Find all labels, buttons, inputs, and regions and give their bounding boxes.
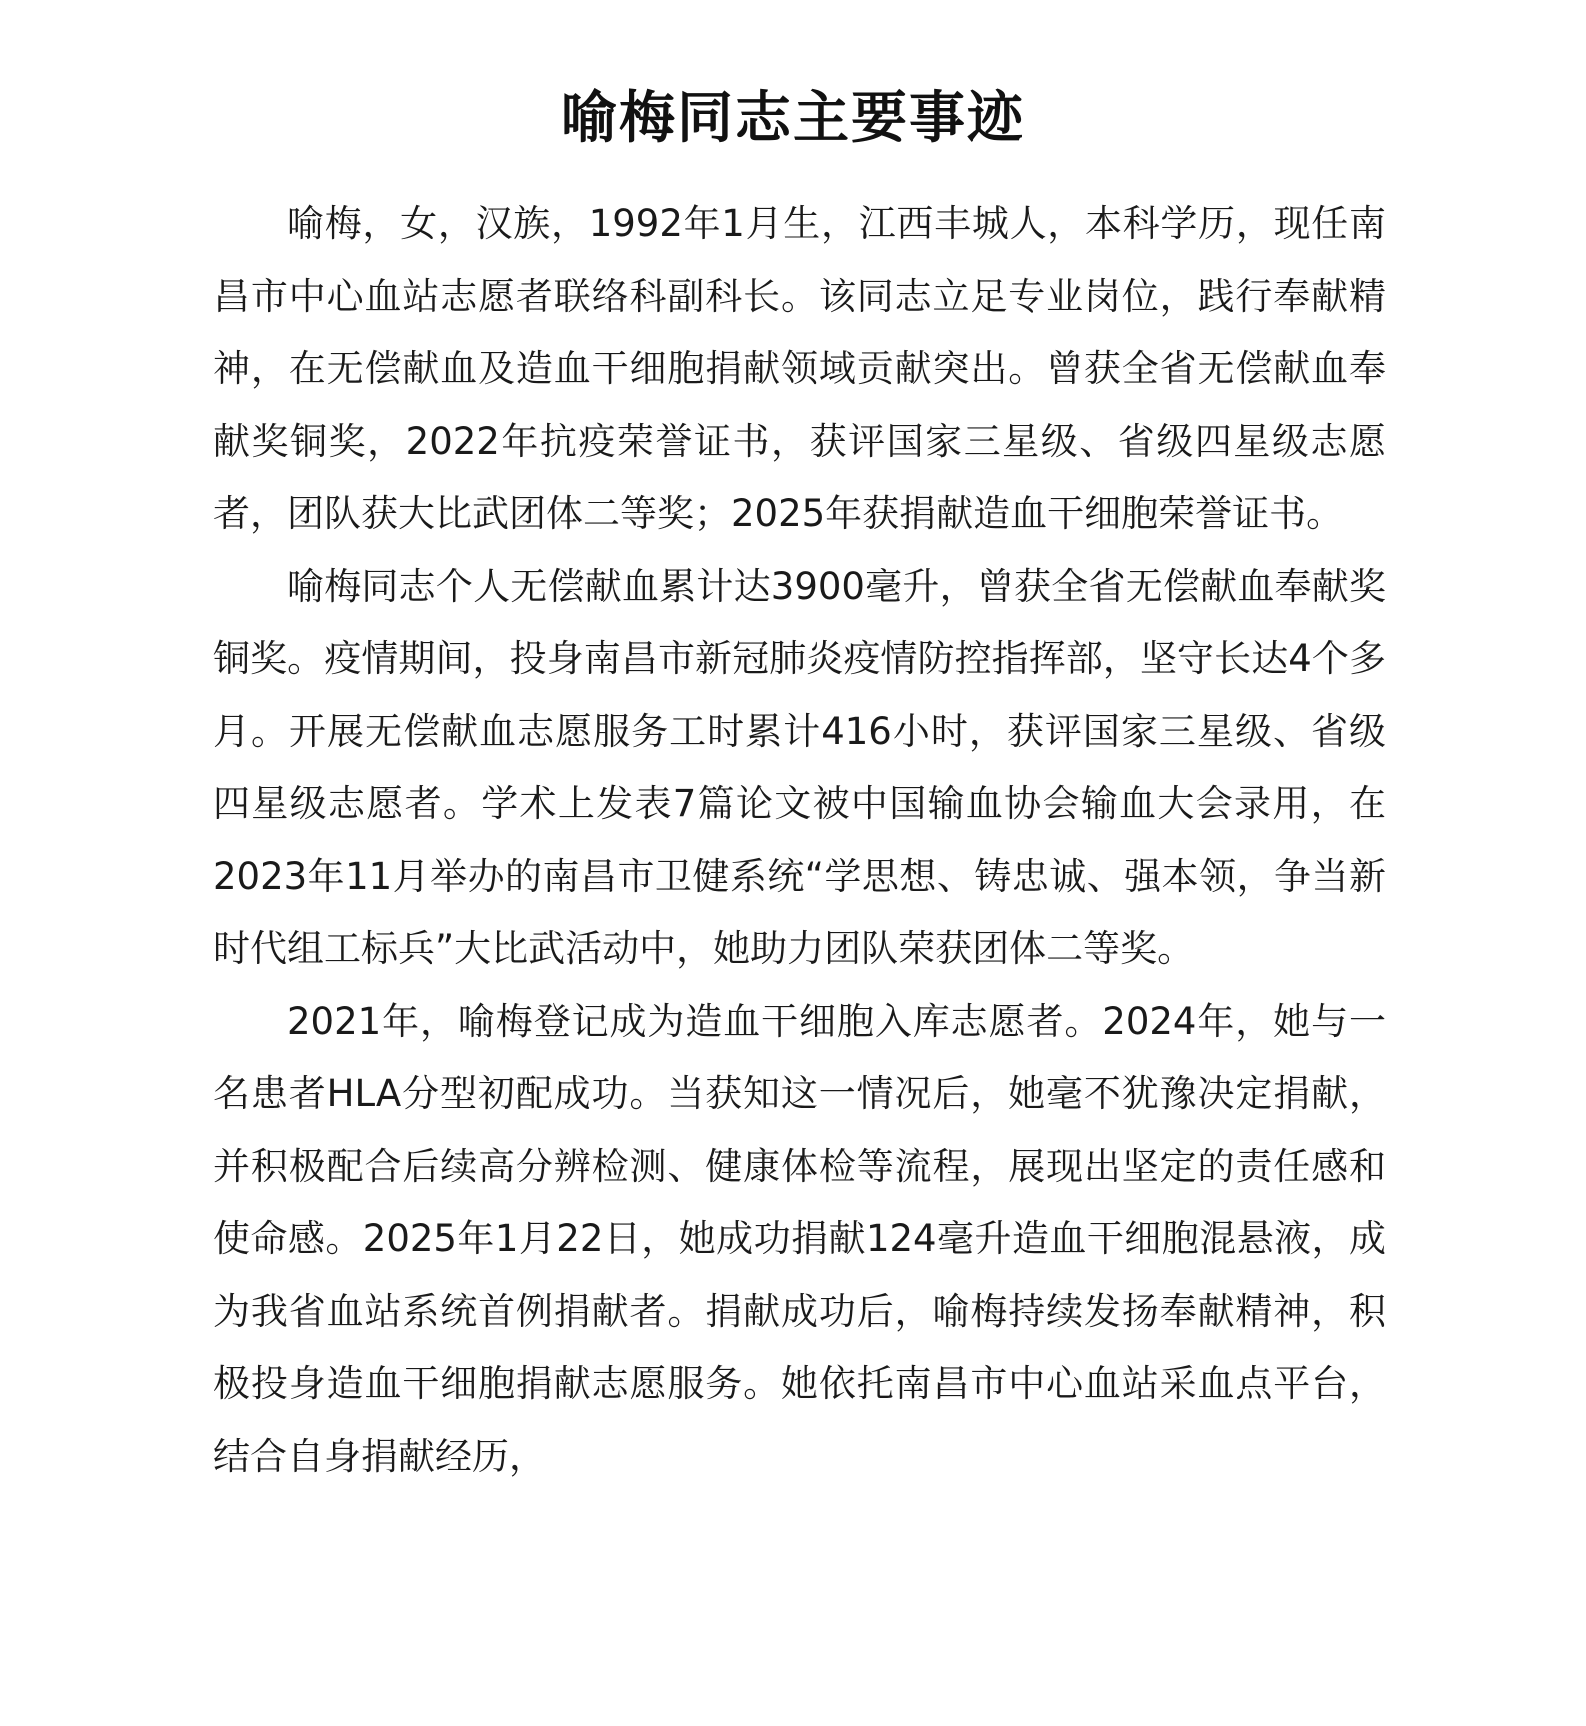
paragraph-blood-donation: 喻梅同志个人无偿献血累计达3900毫升，曾获全省无偿献血奉献奖铜奖。疫情期间，投身南昌市新冠肺炎疫情防控指挥部，坚守长达4个多月。开展无偿献血志愿服务工时累计416小时，获评国家三星级、省级四星级志愿者。学术上发表7篇论文被中国输血协会输血大会录用，在2023年11月举办的南昌市卫健系统“学思想、铸忠诚、强本领，争当新时代组工标兵”大比武活动中，她助力团队荣获团体二等奖。 (213, 564, 1386, 970)
paragraph-stem-cell-donation: 2021年，喻梅登记成为造血干细胞入库志愿者。2024年，她与一名患者HLA分型初配成功。当获知这一情况后，她毫不犹豫决定捐献，并积极配合后续高分辨检测、健康体检等流程，展现出坚定的责任感和使命感。2025年1月22日，她成功捐献124毫升造血干细胞混悬液，成为我省血站系统首例捐献者。捐献成功后，喻梅持续发扬奉献精神，积极投身造血干细胞捐献志愿服务。她依托南昌市中心血站采血点平台，结合自身捐献经历， (213, 999, 1386, 1478)
paragraph-personal-info: 喻梅，女，汉族，1992年1月生，江西丰城人，本科学历，现任南昌市中心血站志愿者联络科副科长。该同志立足专业岗位，践行奉献精神，在无偿献血及造血干细胞捐献领域贡献突出。曾获全省无偿献血奉献奖铜奖，2022年抗疫荣誉证书，获评国家三星级、省级四星级志愿者，团队获大比武团体二等奖；2025年获捐献造血干细胞荣誉证书。 (213, 202, 1386, 535)
document-body (213, 188, 1386, 1493)
document-title: 喻梅同志主要事迹 (561, 85, 1025, 151)
